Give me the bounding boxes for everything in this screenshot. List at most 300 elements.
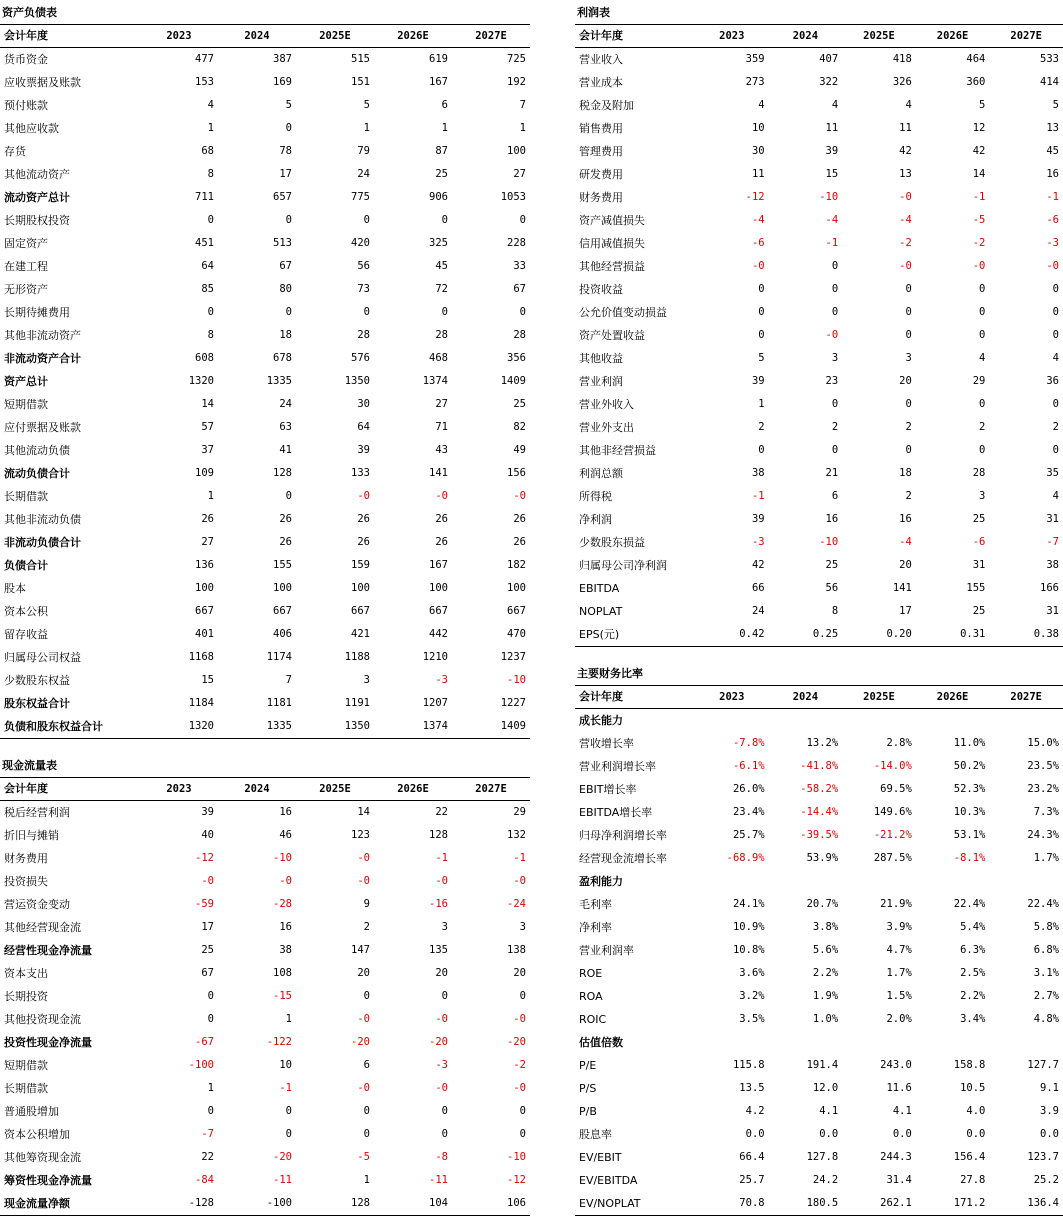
balance-value-cell: 1320 [140, 715, 218, 739]
income-value-cell: 0 [758, 306, 765, 318]
income-row [575, 462, 1063, 485]
income-row-label: 净利润 [579, 513, 612, 526]
ratios-row [575, 1008, 1063, 1031]
cashflow-value-cell: 14 [357, 806, 370, 818]
ratios-header-row [575, 686, 1063, 709]
income-value-cell: 8 [831, 605, 839, 617]
balance-value-cell: 128 [273, 467, 292, 479]
cashflow-row [0, 824, 530, 847]
ratios-empty-cell [916, 709, 990, 733]
balance-value-cell: 136 [195, 559, 214, 571]
ratios-row [575, 1077, 1063, 1100]
ratios-value-cell: 171.2 [916, 1192, 990, 1216]
income-value-cell: 36 [1046, 375, 1059, 387]
balance-value-cell: 1350 [344, 375, 370, 387]
balance-value-cell: 28 [435, 329, 448, 341]
ratios-value-cell: 3.4% [960, 1013, 986, 1025]
balance-value-cell: 1320 [188, 375, 214, 387]
ratios-year-header: 2024 [769, 686, 843, 709]
cashflow-row-label: 税后经营利润 [4, 806, 70, 819]
income-value-cell: 39 [751, 513, 765, 525]
income-value-cell: 16 [899, 513, 912, 525]
income-row-label: 营业利润 [579, 375, 623, 388]
balance-value-cell: 667 [429, 605, 448, 617]
balance-value-cell: 24 [357, 168, 370, 180]
balance-row [0, 48, 530, 72]
cashflow-value-cell: -28 [273, 898, 292, 910]
cashflow-value-cell: -7 [201, 1128, 214, 1140]
ratios-value-cell: 10.5 [960, 1082, 986, 1094]
ratios-row [575, 824, 1063, 847]
balance-value-cell: 1409 [500, 375, 526, 387]
cashflow-value-cell: 108 [273, 967, 292, 979]
balance-value-cell: 7 [519, 99, 526, 111]
income-value-cell: 0 [979, 444, 986, 456]
balance-value-cell: 37 [201, 444, 214, 456]
income-row [575, 508, 1063, 531]
income-row-label: 公允价值变动损益 [579, 306, 667, 319]
balance-value-cell: 477 [195, 53, 214, 65]
income-value-cell: 360 [966, 76, 986, 88]
income-row [575, 209, 1063, 232]
balance-row-label: 预付账款 [4, 99, 48, 112]
cashflow-value-cell: 0 [519, 1128, 526, 1140]
income-value-cell: -6 [1046, 214, 1059, 226]
income-value-cell: -0 [899, 260, 912, 272]
balance-sheet-panel [0, 2, 530, 739]
cashflow-value-cell: 10 [279, 1059, 292, 1071]
ratios-value-cell: 6.8% [1033, 944, 1059, 956]
balance-value-cell: 100 [507, 582, 526, 594]
ratios-value-cell: 1.7% [886, 967, 912, 979]
income-value-cell: 13 [1046, 122, 1059, 134]
income-value-cell: 0.25 [769, 623, 843, 647]
cashflow-row-label: 财务费用 [4, 852, 48, 865]
balance-row [0, 94, 530, 117]
balance-row-label: 归属母公司权益 [4, 651, 81, 664]
income-value-cell: 3 [831, 352, 839, 364]
balance-row [0, 554, 530, 577]
balance-value-cell: 513 [273, 237, 292, 249]
income-value-cell: 322 [819, 76, 839, 88]
income-value-cell: 2 [1052, 421, 1059, 433]
balance-value-cell: 17 [279, 168, 292, 180]
ratios-row [575, 962, 1063, 985]
income-value-cell: 39 [825, 145, 839, 157]
cashflow-value-cell: 20 [357, 967, 370, 979]
ratios-empty-cell [916, 870, 990, 893]
cashflow-row [0, 1054, 530, 1077]
income-row-label: 所得税 [579, 490, 612, 503]
ratios-value-cell: 50.2% [953, 760, 986, 772]
balance-row [0, 347, 530, 370]
income-value-cell: 0 [979, 283, 986, 295]
ratios-value-cell: -21.2% [873, 829, 912, 841]
income-row-label: 其他非经营损益 [579, 444, 656, 457]
cashflow-value-cell: 38 [279, 944, 292, 956]
cashflow-row-label: 其他筹资现金流 [4, 1151, 81, 1164]
balance-value-cell: 667 [273, 605, 292, 617]
balance-value-cell: 657 [273, 191, 292, 203]
income-value-cell: 20 [899, 375, 912, 387]
cashflow-value-cell: 106 [452, 1192, 530, 1216]
ratios-row-label: 盈利能力 [579, 875, 623, 888]
income-value-cell: 0 [905, 329, 912, 341]
balance-row [0, 531, 530, 554]
income-value-cell: -0 [751, 260, 765, 272]
ratios-value-cell: 66.4 [739, 1151, 765, 1163]
balance-value-cell: 470 [507, 628, 526, 640]
cashflow-value-cell: 0 [519, 990, 526, 1002]
ratios-table [575, 685, 1063, 1216]
cashflow-value-cell: 20 [513, 967, 526, 979]
income-value-cell: 0 [1052, 306, 1059, 318]
balance-value-cell: 1188 [344, 651, 370, 663]
income-value-cell: 30 [751, 145, 765, 157]
balance-row [0, 416, 530, 439]
balance-value-cell: 5 [363, 99, 370, 111]
cashflow-value-cell: -0 [513, 875, 526, 887]
income-row [575, 531, 1063, 554]
balance-value-cell: 1335 [266, 375, 292, 387]
cashflow-year-header: 2024 [218, 778, 296, 801]
cashflow-value-cell: -67 [195, 1036, 214, 1048]
income-row-label: 少数股东损益 [579, 536, 645, 549]
cashflow-row [0, 985, 530, 1008]
balance-value-cell: 67 [513, 283, 526, 295]
cashflow-value-cell: -0 [279, 875, 292, 887]
balance-row [0, 186, 530, 209]
cashflow-value-cell: 0 [441, 1105, 448, 1117]
balance-value-cell: 468 [429, 352, 448, 364]
balance-value-cell: 1181 [266, 697, 292, 709]
cashflow-value-cell: -20 [507, 1036, 526, 1048]
ratios-empty-cell [989, 709, 1063, 733]
income-value-cell: -2 [899, 237, 912, 249]
balance-value-cell: 442 [429, 628, 448, 640]
balance-value-cell: 0 [441, 214, 448, 226]
ratios-value-cell: -6.1% [732, 760, 765, 772]
balance-row [0, 324, 530, 347]
income-value-cell: 23 [825, 375, 839, 387]
balance-value-cell: 1184 [188, 697, 214, 709]
balance-value-cell: 133 [351, 467, 370, 479]
balance-value-cell: 167 [429, 559, 448, 571]
balance-value-cell: 775 [351, 191, 370, 203]
cashflow-value-cell: 67 [201, 967, 214, 979]
income-value-cell: -1 [751, 490, 765, 502]
balance-row-label: 长期待摊费用 [4, 306, 70, 319]
balance-value-cell: 401 [195, 628, 214, 640]
balance-value-cell: 26 [279, 513, 292, 525]
income-row-label: 销售费用 [579, 122, 623, 135]
income-statement-title: 利润表 [577, 6, 610, 19]
balance-value-cell: 711 [195, 191, 214, 203]
ratios-value-cell: 3.9 [1040, 1105, 1059, 1117]
income-value-cell: -10 [819, 191, 839, 203]
income-row [575, 278, 1063, 301]
income-row [575, 439, 1063, 462]
balance-value-cell: 1350 [296, 715, 374, 739]
ratios-value-cell: 180.5 [769, 1192, 843, 1216]
cashflow-value-cell: 3 [441, 921, 448, 933]
cashflow-value-cell: 147 [351, 944, 370, 956]
cashflow-value-cell: 40 [201, 829, 214, 841]
balance-row-label: 留存收益 [4, 628, 48, 641]
income-value-cell: 25 [972, 513, 986, 525]
balance-row-label: 非流动负债合计 [4, 536, 81, 549]
ratios-value-cell: -58.2% [800, 783, 839, 795]
ratios-row-label: 营业利润增长率 [579, 760, 656, 773]
balance-row-label: 流动负债合计 [4, 467, 70, 480]
balance-value-cell: 24 [279, 398, 292, 410]
ratios-value-cell: 0.0 [966, 1128, 986, 1140]
income-value-cell: 0 [831, 283, 839, 295]
balance-value-cell: 0 [285, 306, 292, 318]
ratios-row [575, 1031, 1063, 1054]
income-year-header: 2025E [842, 25, 916, 48]
balance-value-cell: 0 [285, 214, 292, 226]
income-value-cell: 56 [825, 582, 839, 594]
ratios-row [575, 893, 1063, 916]
balance-value-cell: 7 [285, 674, 292, 686]
income-year-header: 2027E [989, 25, 1063, 48]
cashflow-value-cell: 22 [201, 1151, 214, 1163]
cashflow-value-cell: 0 [441, 1128, 448, 1140]
income-row [575, 393, 1063, 416]
balance-value-cell: 41 [279, 444, 292, 456]
ratios-value-cell: 3.8% [812, 921, 839, 933]
balance-row-label: 股东权益合计 [4, 697, 70, 710]
balance-year-header: 2026E [374, 25, 452, 48]
balance-value-cell: 79 [357, 145, 370, 157]
income-statement-table [575, 24, 1063, 647]
ratios-value-cell: 25.7% [732, 829, 765, 841]
balance-year-header: 2025E [296, 25, 374, 48]
income-value-cell: 2 [979, 421, 986, 433]
balance-value-cell: 192 [507, 76, 526, 88]
cashflow-value-cell: 6 [363, 1059, 370, 1071]
ratios-row-label: ROA [579, 990, 603, 1003]
income-value-cell: 5 [758, 352, 765, 364]
balance-row-label: 长期股权投资 [4, 214, 70, 227]
cashflow-row [0, 1077, 530, 1100]
balance-value-cell: 1 [519, 122, 526, 134]
cashflow-value-cell: 20 [435, 967, 448, 979]
income-value-cell: 533 [1040, 53, 1059, 65]
ratios-value-cell: 3.5% [739, 1013, 765, 1025]
income-value-cell: 28 [972, 467, 986, 479]
ratios-value-cell: 23.5% [1027, 760, 1059, 772]
balance-row-label: 其他流动负债 [4, 444, 70, 457]
cashflow-value-cell: -24 [507, 898, 526, 910]
balance-header-label: 会计年度 [0, 25, 140, 48]
cashflow-value-cell: 0 [519, 1105, 526, 1117]
balance-value-cell: 18 [279, 329, 292, 341]
cashflow-value-cell: -0 [513, 1013, 526, 1025]
balance-row [0, 393, 530, 416]
ratios-value-cell: 2.2% [812, 967, 839, 979]
income-value-cell: 4 [905, 99, 912, 111]
cashflow-row-label: 折旧与摊销 [4, 829, 59, 842]
income-value-cell: 0.31 [916, 623, 990, 647]
balance-row [0, 209, 530, 232]
income-value-cell: -4 [899, 536, 912, 548]
ratios-value-cell: 0.0 [819, 1128, 839, 1140]
cashflow-value-cell: 46 [279, 829, 292, 841]
cashflow-value-cell: 0 [363, 1128, 370, 1140]
income-value-cell: -10 [819, 536, 839, 548]
ratios-year-header: 2023 [695, 686, 769, 709]
ratios-value-cell: 22.4% [953, 898, 986, 910]
balance-header-row [0, 25, 530, 48]
ratios-empty-cell [769, 1031, 843, 1054]
balance-row-label: 货币资金 [4, 53, 48, 66]
income-value-cell: 326 [892, 76, 912, 88]
balance-value-cell: 451 [195, 237, 214, 249]
ratios-value-cell: -14.4% [800, 806, 839, 818]
income-value-cell: 21 [825, 467, 839, 479]
cashflow-value-cell: -1 [435, 852, 448, 864]
balance-row [0, 439, 530, 462]
cashflow-value-cell: -0 [435, 875, 448, 887]
ratios-value-cell: 4.8% [1033, 1013, 1059, 1025]
income-row [575, 140, 1063, 163]
ratios-value-cell: 1.9% [812, 990, 839, 1002]
cashflow-row [0, 1008, 530, 1031]
ratios-empty-cell [842, 870, 916, 893]
balance-value-cell: 63 [279, 421, 292, 433]
ratios-value-cell: -41.8% [800, 760, 839, 772]
balance-row [0, 462, 530, 485]
cashflow-row-label: 经营性现金净流量 [4, 944, 92, 957]
income-value-cell: 0 [979, 329, 986, 341]
ratios-empty-cell [989, 870, 1063, 893]
balance-value-cell: 1 [363, 122, 370, 134]
income-row [575, 554, 1063, 577]
cashflow-value-cell: -122 [266, 1036, 292, 1048]
ratios-value-cell: 4.2 [745, 1105, 765, 1117]
cashflow-value-cell: -0 [357, 875, 370, 887]
balance-value-cell: 406 [273, 628, 292, 640]
cashflow-value-cell: 22 [435, 806, 448, 818]
ratios-row-label: 毛利率 [579, 898, 612, 911]
income-value-cell: 4 [979, 352, 986, 364]
cashflow-value-cell: -84 [195, 1174, 214, 1186]
income-value-cell: 29 [972, 375, 986, 387]
income-value-cell: -5 [972, 214, 986, 226]
balance-value-cell: -3 [435, 674, 448, 686]
balance-value-cell: 30 [357, 398, 370, 410]
balance-value-cell: 0 [363, 214, 370, 226]
cashflow-value-cell: 17 [201, 921, 214, 933]
balance-row [0, 485, 530, 508]
income-value-cell: -4 [899, 214, 912, 226]
income-value-cell: 11 [751, 168, 765, 180]
balance-value-cell: 0 [207, 214, 214, 226]
ratios-row [575, 732, 1063, 755]
balance-value-cell: 80 [279, 283, 292, 295]
cashflow-value-cell: -16 [429, 898, 448, 910]
income-value-cell: 14 [972, 168, 986, 180]
ratios-value-cell: 53.1% [953, 829, 986, 841]
cashflow-value-cell: 0 [207, 1013, 214, 1025]
cashflow-value-cell: 128 [296, 1192, 374, 1216]
balance-value-cell: 619 [429, 53, 448, 65]
cashflow-value-cell: 39 [201, 806, 214, 818]
balance-row [0, 692, 530, 715]
balance-value-cell: 1227 [500, 697, 526, 709]
balance-value-cell: 0 [363, 306, 370, 318]
ratios-value-cell: 4.0 [966, 1105, 986, 1117]
cashflow-row-label: 资本公积增加 [4, 1128, 70, 1141]
ratios-value-cell: 21.9% [880, 898, 912, 910]
income-value-cell: 12 [972, 122, 986, 134]
balance-value-cell: 387 [273, 53, 292, 65]
cashflow-value-cell: -100 [218, 1192, 296, 1216]
income-value-cell: 0 [758, 329, 765, 341]
income-value-cell: -0 [1046, 260, 1059, 272]
ratios-value-cell: 158.8 [953, 1059, 986, 1071]
income-value-cell: 16 [1046, 168, 1059, 180]
balance-row-label: 资产总计 [4, 375, 48, 388]
ratios-value-cell: 5.4% [960, 921, 986, 933]
balance-value-cell: 1335 [218, 715, 296, 739]
ratios-value-cell: -8.1% [953, 852, 986, 864]
income-value-cell: 0 [831, 398, 839, 410]
ratios-value-cell: 23.2% [1027, 783, 1059, 795]
ratios-value-cell: 2.2% [960, 990, 986, 1002]
ratios-value-cell: 3.6% [739, 967, 765, 979]
balance-year-header: 2023 [140, 25, 218, 48]
cashflow-value-cell: -8 [435, 1151, 448, 1163]
balance-value-cell: 26 [513, 513, 526, 525]
balance-value-cell: -10 [507, 674, 526, 686]
ratios-value-cell: 191.4 [806, 1059, 839, 1071]
income-row [575, 163, 1063, 186]
ratios-empty-cell [769, 709, 843, 733]
ratios-row-label: 营收增长率 [579, 737, 634, 750]
balance-value-cell: 27 [435, 398, 448, 410]
balance-row-label: 其他非流动资产 [4, 329, 81, 342]
cashflow-value-cell: -0 [357, 1013, 370, 1025]
income-row-label: 归属母公司净利润 [579, 559, 667, 572]
balance-row-label: 非流动资产合计 [4, 352, 81, 365]
balance-value-cell: 141 [429, 467, 448, 479]
ratios-row-label: EV/EBIT [579, 1151, 622, 1164]
cashflow-value-cell: -15 [273, 990, 292, 1002]
income-value-cell: 414 [1040, 76, 1059, 88]
balance-row-label: 少数股东权益 [4, 674, 70, 687]
cashflow-value-cell: 16 [279, 806, 292, 818]
ratios-value-cell: 3.2% [739, 990, 765, 1002]
ratios-row-label: EBITDA增长率 [579, 806, 653, 819]
balance-value-cell: 421 [351, 628, 370, 640]
balance-value-cell: 67 [279, 260, 292, 272]
balance-row-label: 股本 [4, 582, 26, 595]
balance-row-label: 其他应收款 [4, 122, 59, 135]
balance-value-cell: 1409 [452, 715, 530, 739]
income-value-cell: 4 [1052, 352, 1059, 364]
ratios-value-cell: 127.7 [1027, 1059, 1059, 1071]
balance-value-cell: 56 [357, 260, 370, 272]
ratios-row [575, 916, 1063, 939]
cashflow-row [0, 1031, 530, 1054]
income-value-cell: 4 [758, 99, 765, 111]
cashflow-value-cell: 1 [207, 1082, 214, 1094]
cashflow-row-label: 其他投资现金流 [4, 1013, 81, 1026]
income-value-cell: -1 [825, 237, 839, 249]
